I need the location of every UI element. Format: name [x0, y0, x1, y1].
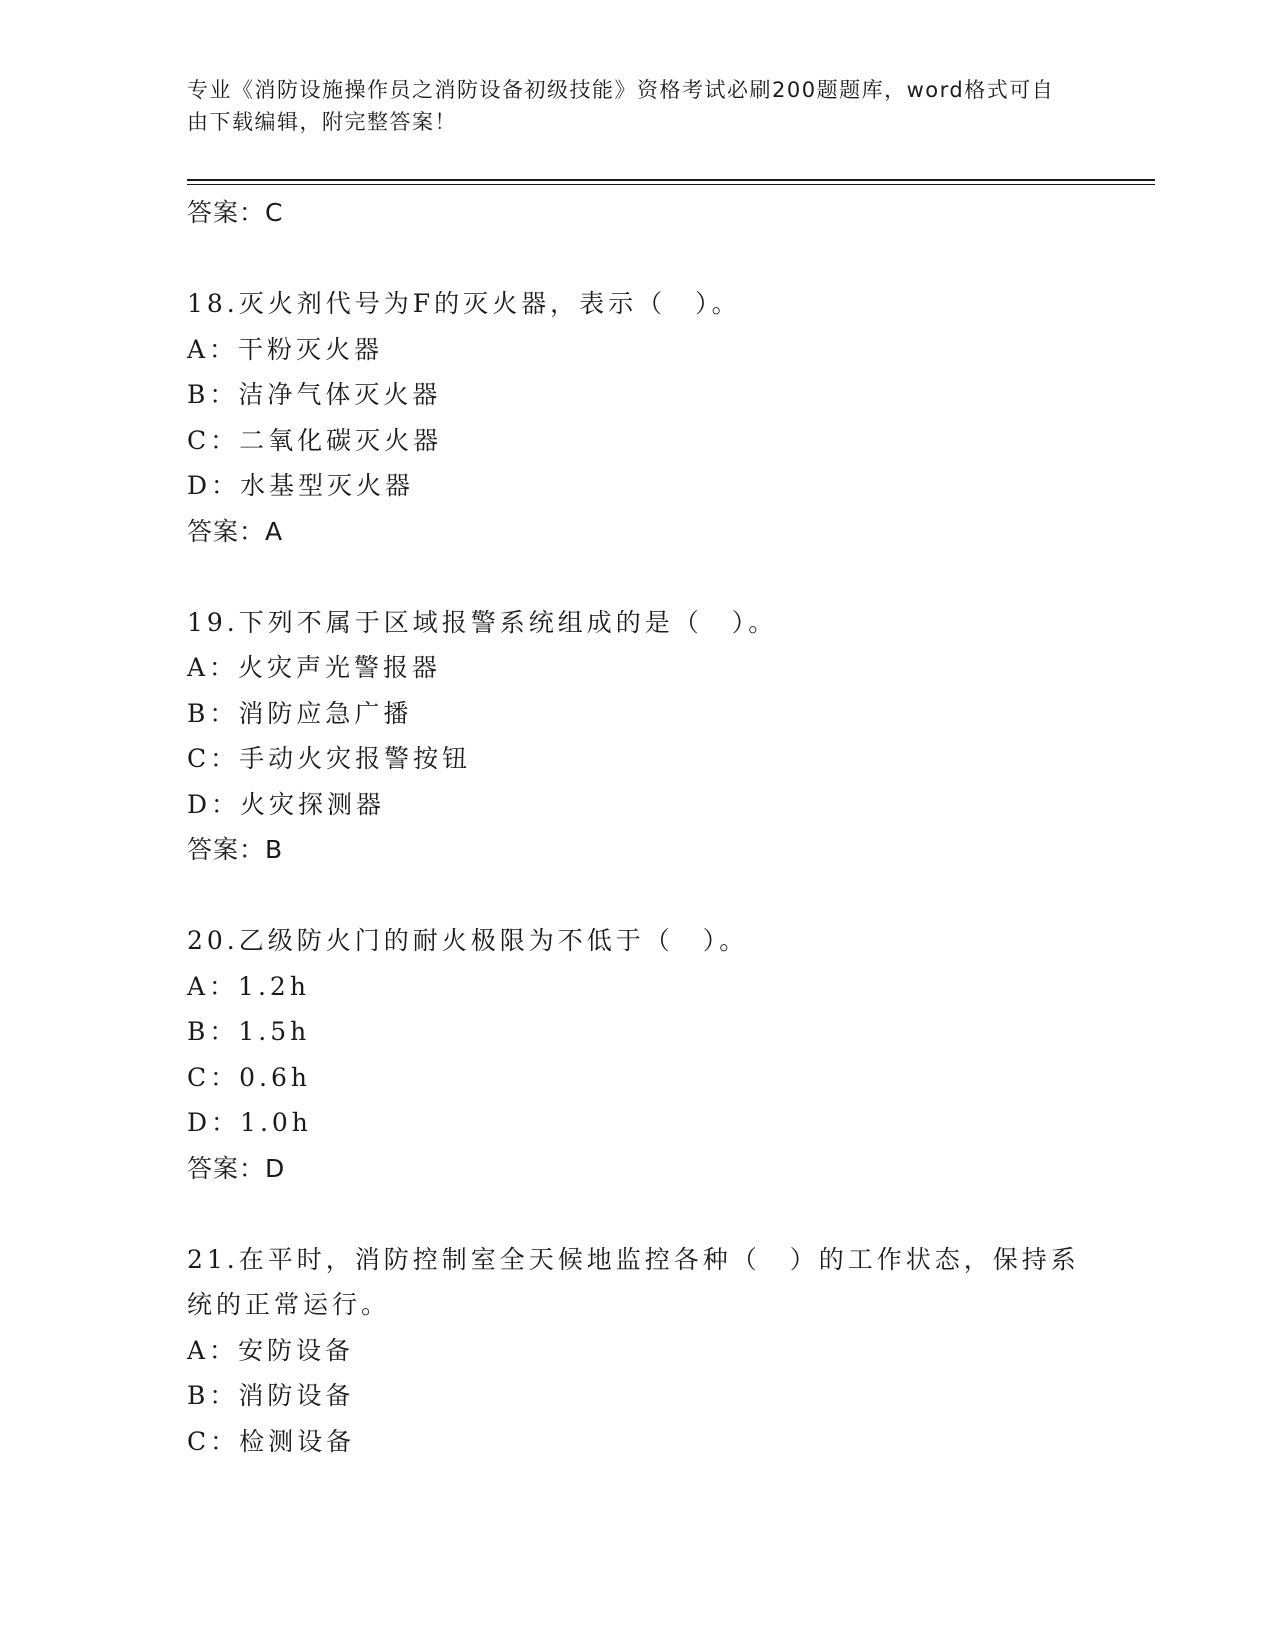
- question-block: [187, 1237, 1087, 1465]
- option-a: A：干粉灭火器: [187, 334, 384, 364]
- option-d: D：火灾探测器: [187, 789, 386, 819]
- answer-label: 答案：C: [187, 198, 284, 227]
- answer-label: 答案：A: [187, 516, 284, 546]
- document-header: 专业《消防设施操作员之消防设备初级技能》资格考试必刷200题题库，word格式可自由下载编辑，附完整答案！: [187, 78, 1055, 134]
- question-text: 21.在平时，消防控制室全天候地监控各种（ ）的工作状态，保持系统的正常运行。: [187, 1244, 1080, 1319]
- option-c: C：手动火灾报警按钮: [187, 744, 472, 773]
- question-block: [187, 600, 1087, 874]
- answer-label: 答案：D: [187, 1153, 286, 1183]
- question-text: 19.下列不属于区域报警系统组成的是（ ）。: [187, 607, 778, 637]
- option-a: A：1.2h: [187, 971, 310, 1001]
- answer-label: 答案：B: [187, 835, 284, 864]
- option-c: C：0.6h: [187, 1062, 311, 1092]
- option-d: D：1.0h: [187, 1108, 312, 1137]
- question-block: [187, 281, 1087, 555]
- header-divider: [187, 179, 1155, 181]
- option-d: D：水基型灭火器: [187, 471, 415, 500]
- question-list: [187, 190, 1087, 1464]
- option-b: B：消防应急广播: [187, 698, 413, 728]
- option-b: B：洁净气体灭火器: [187, 380, 442, 409]
- option-a: A：安防设备: [187, 1335, 355, 1365]
- option-b: B：1.5h: [187, 1017, 311, 1046]
- option-c: C：二氧化碳灭火器: [187, 425, 443, 455]
- question-text: 20.乙级防火门的耐火极限为不低于（ ）。: [187, 926, 749, 955]
- header-divider-thin: [187, 184, 1155, 185]
- question-block: [187, 918, 1087, 1192]
- option-a: A：火灾声光警报器: [187, 653, 442, 682]
- question-text: 18.灭火剂代号为F的灭火器，表示（ ）。: [187, 289, 741, 318]
- option-b: B：消防设备: [187, 1381, 355, 1410]
- option-c: C：检测设备: [187, 1426, 356, 1456]
